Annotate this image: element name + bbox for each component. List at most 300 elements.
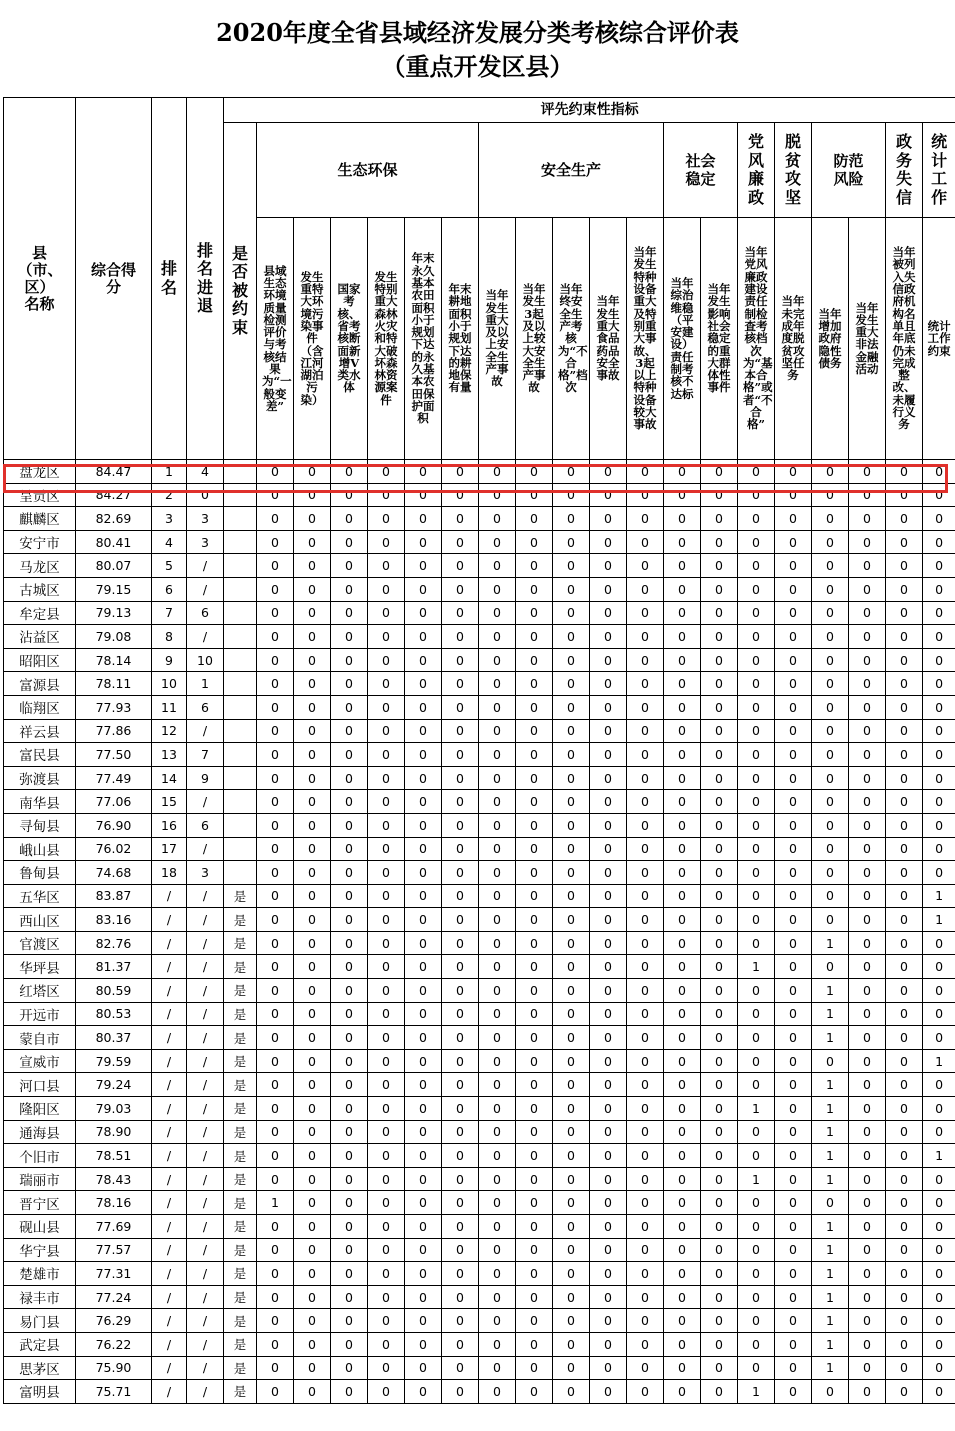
- indicator-cell: 0: [553, 837, 590, 861]
- rank-cell: /: [152, 1097, 187, 1121]
- indicator-cell: 0: [294, 530, 331, 554]
- score-cell: 79.13: [76, 601, 152, 625]
- indicator-cell: 0: [923, 1215, 955, 1239]
- indicator-cell: 0: [479, 1002, 516, 1026]
- score-cell: 80.37: [76, 1026, 152, 1050]
- indicator-cell: 0: [553, 460, 590, 484]
- indicator-cell: 0: [479, 790, 516, 814]
- table-row: [4, 1049, 955, 1073]
- indicator-cell: 0: [368, 1144, 405, 1168]
- indicator-cell: 0: [294, 884, 331, 908]
- indicator-cell: 0: [368, 1167, 405, 1191]
- indicator-cell: 0: [849, 1097, 886, 1121]
- indicator-cell: 0: [368, 1380, 405, 1404]
- indicator-cell: 0: [775, 1262, 812, 1286]
- rank-cell: /: [152, 1356, 187, 1380]
- indicator-cell: 0: [664, 460, 701, 484]
- constrained-cell: 是: [224, 931, 257, 955]
- indicator-cell: 0: [553, 790, 590, 814]
- indicator-cell: 1: [812, 1002, 849, 1026]
- indicator-cell: 0: [627, 1097, 664, 1121]
- indicator-cell: 0: [627, 1144, 664, 1168]
- indicator-cell: 0: [331, 1002, 368, 1026]
- constrained-cell: [224, 790, 257, 814]
- indicator-cell: 0: [331, 908, 368, 932]
- indicator-cell: 0: [701, 1191, 738, 1215]
- indicator-cell: 0: [590, 1356, 627, 1380]
- indicator-cell: 0: [331, 577, 368, 601]
- header-c8: 当年发生3起及以上较大安全生产事故: [516, 218, 553, 460]
- indicator-cell: 0: [516, 695, 553, 719]
- indicator-cell: 0: [664, 1144, 701, 1168]
- indicator-cell: 0: [775, 884, 812, 908]
- indicator-cell: 0: [442, 507, 479, 531]
- indicator-cell: 0: [775, 1120, 812, 1144]
- rank-change-cell: /: [187, 979, 224, 1003]
- indicator-cell: 0: [516, 1144, 553, 1168]
- indicator-cell: 0: [923, 577, 955, 601]
- indicator-cell: 0: [701, 1120, 738, 1144]
- indicator-cell: 0: [775, 695, 812, 719]
- indicator-cell: 0: [664, 1073, 701, 1097]
- rank-cell: /: [152, 1285, 187, 1309]
- constrained-cell: 是: [224, 1144, 257, 1168]
- constrained-cell: 是: [224, 884, 257, 908]
- indicator-cell: 0: [775, 837, 812, 861]
- indicator-cell: 0: [886, 648, 923, 672]
- indicator-cell: 0: [294, 1238, 331, 1262]
- indicator-cell: 0: [442, 1073, 479, 1097]
- indicator-cell: 0: [479, 695, 516, 719]
- indicator-cell: 0: [516, 1120, 553, 1144]
- indicator-cell: 0: [331, 979, 368, 1003]
- indicator-cell: 0: [442, 1380, 479, 1404]
- indicator-cell: 0: [405, 507, 442, 531]
- rank-cell: 1: [152, 460, 187, 484]
- indicator-cell: 0: [664, 1238, 701, 1262]
- indicator-cell: 0: [701, 1262, 738, 1286]
- table-row: [4, 813, 955, 837]
- indicator-cell: 0: [368, 1262, 405, 1286]
- indicator-cell: 0: [516, 766, 553, 790]
- indicator-cell: 0: [886, 530, 923, 554]
- constrained-cell: 是: [224, 1262, 257, 1286]
- indicator-cell: 0: [516, 1191, 553, 1215]
- indicator-cell: 0: [775, 1073, 812, 1097]
- header-c18: 当年被列入失信政府机构名单且年底仍未完成整改、未履行义务: [886, 218, 923, 460]
- indicator-cell: 0: [479, 1049, 516, 1073]
- indicator-cell: 0: [479, 743, 516, 767]
- indicator-cell: 0: [775, 861, 812, 885]
- indicator-cell: 0: [738, 530, 775, 554]
- indicator-cell: 0: [294, 1073, 331, 1097]
- indicator-cell: 0: [701, 460, 738, 484]
- indicator-cell: 0: [627, 1332, 664, 1356]
- indicator-cell: 0: [923, 1097, 955, 1121]
- indicator-cell: 0: [775, 1332, 812, 1356]
- constrained-cell: [224, 837, 257, 861]
- indicator-cell: 0: [479, 460, 516, 484]
- indicator-cell: 0: [590, 1120, 627, 1144]
- indicator-cell: 0: [664, 1120, 701, 1144]
- indicator-cell: 0: [664, 1002, 701, 1026]
- rank-cell: 13: [152, 743, 187, 767]
- indicator-cell: 0: [331, 1026, 368, 1050]
- indicator-cell: 1: [923, 908, 955, 932]
- indicator-cell: 0: [849, 601, 886, 625]
- indicator-cell: 0: [479, 648, 516, 672]
- constrained-cell: [224, 460, 257, 484]
- county-name-cell: 个旧市: [4, 1144, 76, 1168]
- indicator-cell: 0: [775, 955, 812, 979]
- county-name-cell: 禄丰市: [4, 1285, 76, 1309]
- indicator-cell: 0: [257, 1380, 294, 1404]
- indicator-cell: 0: [590, 1285, 627, 1309]
- rank-cell: /: [152, 1309, 187, 1333]
- indicator-cell: 0: [701, 695, 738, 719]
- indicator-cell: 0: [590, 601, 627, 625]
- indicator-cell: 0: [849, 1144, 886, 1168]
- indicator-cell: 0: [923, 554, 955, 578]
- indicator-cell: 0: [738, 1332, 775, 1356]
- indicator-cell: 0: [590, 507, 627, 531]
- indicator-cell: 0: [738, 695, 775, 719]
- indicator-cell: 0: [738, 743, 775, 767]
- header-c1: 县域生态环境质量检测评价与考核结果为“一般变差”: [257, 218, 294, 460]
- indicator-cell: 0: [738, 507, 775, 531]
- indicator-cell: 0: [553, 1167, 590, 1191]
- indicator-cell: 0: [590, 483, 627, 507]
- county-name-cell: 晋宁区: [4, 1191, 76, 1215]
- indicator-cell: 0: [368, 884, 405, 908]
- indicator-cell: 1: [812, 1332, 849, 1356]
- indicator-cell: 0: [886, 695, 923, 719]
- constrained-cell: 是: [224, 1332, 257, 1356]
- indicator-cell: 0: [442, 955, 479, 979]
- constrained-cell: 是: [224, 1167, 257, 1191]
- indicator-cell: 0: [701, 931, 738, 955]
- indicator-cell: 0: [886, 1097, 923, 1121]
- header-rank-change: 排名进退: [187, 98, 224, 460]
- county-name-cell: 牟定县: [4, 601, 76, 625]
- indicator-cell: 0: [553, 577, 590, 601]
- rank-cell: /: [152, 908, 187, 932]
- rank-change-cell: /: [187, 1380, 224, 1404]
- indicator-cell: 0: [886, 979, 923, 1003]
- score-cell: 78.11: [76, 672, 152, 696]
- header-group: 评先约束性指标: [224, 98, 955, 123]
- constrained-cell: 是: [224, 1309, 257, 1333]
- indicator-cell: 0: [627, 908, 664, 932]
- indicator-cell: 0: [405, 884, 442, 908]
- table-row: [4, 460, 955, 484]
- rank-cell: /: [152, 931, 187, 955]
- indicator-cell: 0: [294, 554, 331, 578]
- indicator-cell: 0: [257, 601, 294, 625]
- indicator-cell: 0: [738, 1002, 775, 1026]
- constrained-cell: 是: [224, 1120, 257, 1144]
- indicator-cell: 0: [627, 1380, 664, 1404]
- indicator-cell: 0: [405, 625, 442, 649]
- rank-change-cell: 1: [187, 672, 224, 696]
- header-c13: 当年发生影响社会稳定的重大群体性事件: [701, 218, 738, 460]
- indicator-cell: 0: [368, 861, 405, 885]
- constrained-cell: [224, 625, 257, 649]
- county-name-cell: 南华县: [4, 790, 76, 814]
- indicator-cell: 0: [368, 460, 405, 484]
- rank-change-cell: 10: [187, 648, 224, 672]
- indicator-cell: 0: [701, 1167, 738, 1191]
- indicator-cell: 0: [627, 1191, 664, 1215]
- indicator-cell: 0: [590, 1144, 627, 1168]
- indicator-cell: 0: [590, 530, 627, 554]
- indicator-cell: 0: [294, 483, 331, 507]
- rank-cell: 11: [152, 695, 187, 719]
- indicator-cell: 0: [405, 1262, 442, 1286]
- score-cell: 84.47: [76, 460, 152, 484]
- indicator-cell: 0: [553, 672, 590, 696]
- indicator-cell: 0: [849, 1191, 886, 1215]
- indicator-cell: 0: [886, 1356, 923, 1380]
- indicator-cell: 0: [442, 861, 479, 885]
- indicator-cell: 0: [664, 507, 701, 531]
- indicator-cell: 0: [553, 530, 590, 554]
- indicator-cell: 0: [368, 837, 405, 861]
- indicator-cell: 0: [516, 625, 553, 649]
- table-row: [4, 1262, 955, 1286]
- table-row: [4, 507, 955, 531]
- indicator-cell: 0: [738, 1073, 775, 1097]
- indicator-cell: 0: [738, 483, 775, 507]
- indicator-cell: 0: [923, 931, 955, 955]
- indicator-cell: 0: [738, 1356, 775, 1380]
- indicator-cell: 0: [479, 884, 516, 908]
- indicator-cell: 0: [849, 1380, 886, 1404]
- county-name-cell: 通海县: [4, 1120, 76, 1144]
- indicator-cell: 0: [886, 955, 923, 979]
- county-name-cell: 武定县: [4, 1332, 76, 1356]
- indicator-cell: 0: [849, 861, 886, 885]
- indicator-cell: 0: [553, 648, 590, 672]
- header-constrained: 是否被约束: [224, 123, 257, 460]
- indicator-cell: 0: [812, 861, 849, 885]
- indicator-cell: 0: [701, 1097, 738, 1121]
- indicator-cell: 0: [442, 790, 479, 814]
- indicator-cell: 0: [812, 601, 849, 625]
- indicator-cell: 0: [627, 1026, 664, 1050]
- indicator-cell: 0: [479, 1262, 516, 1286]
- indicator-cell: 0: [294, 1262, 331, 1286]
- indicator-cell: 0: [368, 719, 405, 743]
- indicator-cell: 0: [516, 1097, 553, 1121]
- indicator-cell: 0: [257, 908, 294, 932]
- rank-cell: /: [152, 1332, 187, 1356]
- indicator-cell: 0: [775, 460, 812, 484]
- indicator-cell: 0: [405, 1332, 442, 1356]
- score-cell: 76.29: [76, 1309, 152, 1333]
- indicator-cell: 0: [553, 1380, 590, 1404]
- constrained-cell: 是: [224, 1238, 257, 1262]
- rank-cell: 5: [152, 554, 187, 578]
- table-row: [4, 1097, 955, 1121]
- header-c2: 发生重特大环境污染事件（含江河湖泊污染）: [294, 218, 331, 460]
- indicator-cell: 0: [368, 908, 405, 932]
- indicator-cell: 0: [442, 1026, 479, 1050]
- rank-change-cell: /: [187, 1356, 224, 1380]
- indicator-cell: 0: [812, 625, 849, 649]
- header-cat-credit: 政务失信: [886, 123, 923, 218]
- indicator-cell: 0: [553, 719, 590, 743]
- indicator-cell: 0: [590, 672, 627, 696]
- rank-change-cell: /: [187, 1167, 224, 1191]
- indicator-cell: 0: [627, 1049, 664, 1073]
- indicator-cell: 1: [812, 1026, 849, 1050]
- indicator-cell: 1: [738, 1380, 775, 1404]
- score-cell: 81.37: [76, 955, 152, 979]
- indicator-cell: 0: [331, 861, 368, 885]
- constrained-cell: 是: [224, 955, 257, 979]
- indicator-cell: 0: [294, 601, 331, 625]
- indicator-cell: 0: [664, 1285, 701, 1309]
- score-cell: 74.68: [76, 861, 152, 885]
- indicator-cell: 0: [294, 625, 331, 649]
- indicator-cell: 0: [812, 483, 849, 507]
- indicator-cell: 1: [812, 1238, 849, 1262]
- rank-cell: /: [152, 979, 187, 1003]
- indicator-cell: 0: [738, 861, 775, 885]
- indicator-cell: 0: [886, 1073, 923, 1097]
- indicator-cell: 0: [775, 1215, 812, 1239]
- indicator-cell: 0: [627, 955, 664, 979]
- indicator-cell: 0: [553, 955, 590, 979]
- indicator-cell: 0: [664, 1167, 701, 1191]
- indicator-cell: 0: [627, 766, 664, 790]
- county-name-cell: 河口县: [4, 1073, 76, 1097]
- score-cell: 77.57: [76, 1238, 152, 1262]
- indicator-cell: 0: [294, 979, 331, 1003]
- indicator-cell: 0: [590, 1380, 627, 1404]
- indicator-cell: 0: [405, 1026, 442, 1050]
- indicator-cell: 0: [664, 719, 701, 743]
- county-name-cell: 昭阳区: [4, 648, 76, 672]
- indicator-cell: 0: [442, 719, 479, 743]
- indicator-cell: 0: [849, 931, 886, 955]
- county-name-cell: 华宁县: [4, 1238, 76, 1262]
- indicator-cell: 0: [257, 719, 294, 743]
- indicator-cell: 0: [849, 1356, 886, 1380]
- indicator-cell: 0: [812, 530, 849, 554]
- indicator-cell: 0: [886, 1049, 923, 1073]
- indicator-cell: 0: [479, 719, 516, 743]
- indicator-cell: 0: [664, 1097, 701, 1121]
- indicator-cell: 0: [516, 837, 553, 861]
- indicator-cell: 0: [479, 1191, 516, 1215]
- indicator-cell: 0: [368, 554, 405, 578]
- county-name-cell: 富民县: [4, 743, 76, 767]
- county-name-cell: 官渡区: [4, 931, 76, 955]
- indicator-cell: 0: [479, 507, 516, 531]
- score-cell: 83.16: [76, 908, 152, 932]
- indicator-cell: 0: [701, 1356, 738, 1380]
- indicator-cell: 0: [479, 483, 516, 507]
- rank-change-cell: /: [187, 790, 224, 814]
- indicator-cell: 0: [627, 1215, 664, 1239]
- indicator-cell: 0: [442, 695, 479, 719]
- indicator-cell: 1: [812, 1167, 849, 1191]
- indicator-cell: 0: [923, 955, 955, 979]
- indicator-cell: 0: [516, 743, 553, 767]
- rank-change-cell: /: [187, 554, 224, 578]
- indicator-cell: 0: [405, 601, 442, 625]
- header-c11: 当年发生特种设备重大及特别重大事故、3起以上特种设备较大事故: [627, 218, 664, 460]
- indicator-cell: 0: [553, 861, 590, 885]
- score-cell: 77.50: [76, 743, 152, 767]
- indicator-cell: 0: [294, 1285, 331, 1309]
- score-cell: 82.69: [76, 507, 152, 531]
- rank-cell: /: [152, 1073, 187, 1097]
- indicator-cell: 0: [368, 1238, 405, 1262]
- indicator-cell: 0: [738, 672, 775, 696]
- indicator-cell: 0: [775, 979, 812, 1003]
- indicator-cell: 0: [590, 1191, 627, 1215]
- header-cat-poverty: 脱贫攻坚: [775, 123, 812, 218]
- indicator-cell: 0: [701, 648, 738, 672]
- indicator-cell: 0: [331, 790, 368, 814]
- indicator-cell: 0: [257, 1215, 294, 1239]
- indicator-cell: 0: [553, 813, 590, 837]
- indicator-cell: 0: [331, 554, 368, 578]
- indicator-cell: 0: [664, 837, 701, 861]
- indicator-cell: 0: [516, 1167, 553, 1191]
- score-cell: 79.15: [76, 577, 152, 601]
- rank-cell: /: [152, 884, 187, 908]
- indicator-cell: 0: [886, 483, 923, 507]
- header-cat-social: 社会稳定: [664, 123, 738, 218]
- indicator-cell: 0: [442, 813, 479, 837]
- indicator-cell: 0: [590, 1073, 627, 1097]
- indicator-cell: 0: [812, 813, 849, 837]
- score-cell: 76.22: [76, 1332, 152, 1356]
- indicator-cell: 0: [812, 766, 849, 790]
- header-c17: 当年发生重大非法金融活动: [849, 218, 886, 460]
- indicator-cell: 0: [331, 931, 368, 955]
- indicator-cell: 0: [849, 1167, 886, 1191]
- indicator-cell: 1: [923, 884, 955, 908]
- indicator-cell: 0: [553, 601, 590, 625]
- table-row: [4, 554, 955, 578]
- indicator-cell: 0: [812, 1191, 849, 1215]
- county-name-cell: 马龙区: [4, 554, 76, 578]
- indicator-cell: 0: [294, 837, 331, 861]
- indicator-cell: 0: [442, 530, 479, 554]
- indicator-cell: 0: [331, 1309, 368, 1333]
- indicator-cell: 0: [479, 1238, 516, 1262]
- indicator-cell: 0: [368, 1309, 405, 1333]
- indicator-cell: 0: [590, 1026, 627, 1050]
- indicator-cell: 0: [627, 979, 664, 1003]
- indicator-cell: 0: [812, 955, 849, 979]
- rank-change-cell: 4: [187, 460, 224, 484]
- table-row: [4, 1356, 955, 1380]
- indicator-cell: 0: [368, 1097, 405, 1121]
- indicator-cell: 0: [257, 695, 294, 719]
- indicator-cell: 0: [516, 1309, 553, 1333]
- indicator-cell: 0: [590, 1238, 627, 1262]
- indicator-cell: 0: [479, 1356, 516, 1380]
- header-c3: 国家考核、省考核断面新增Ⅴ类水体: [331, 218, 368, 460]
- rank-change-cell: 9: [187, 766, 224, 790]
- indicator-cell: 0: [923, 813, 955, 837]
